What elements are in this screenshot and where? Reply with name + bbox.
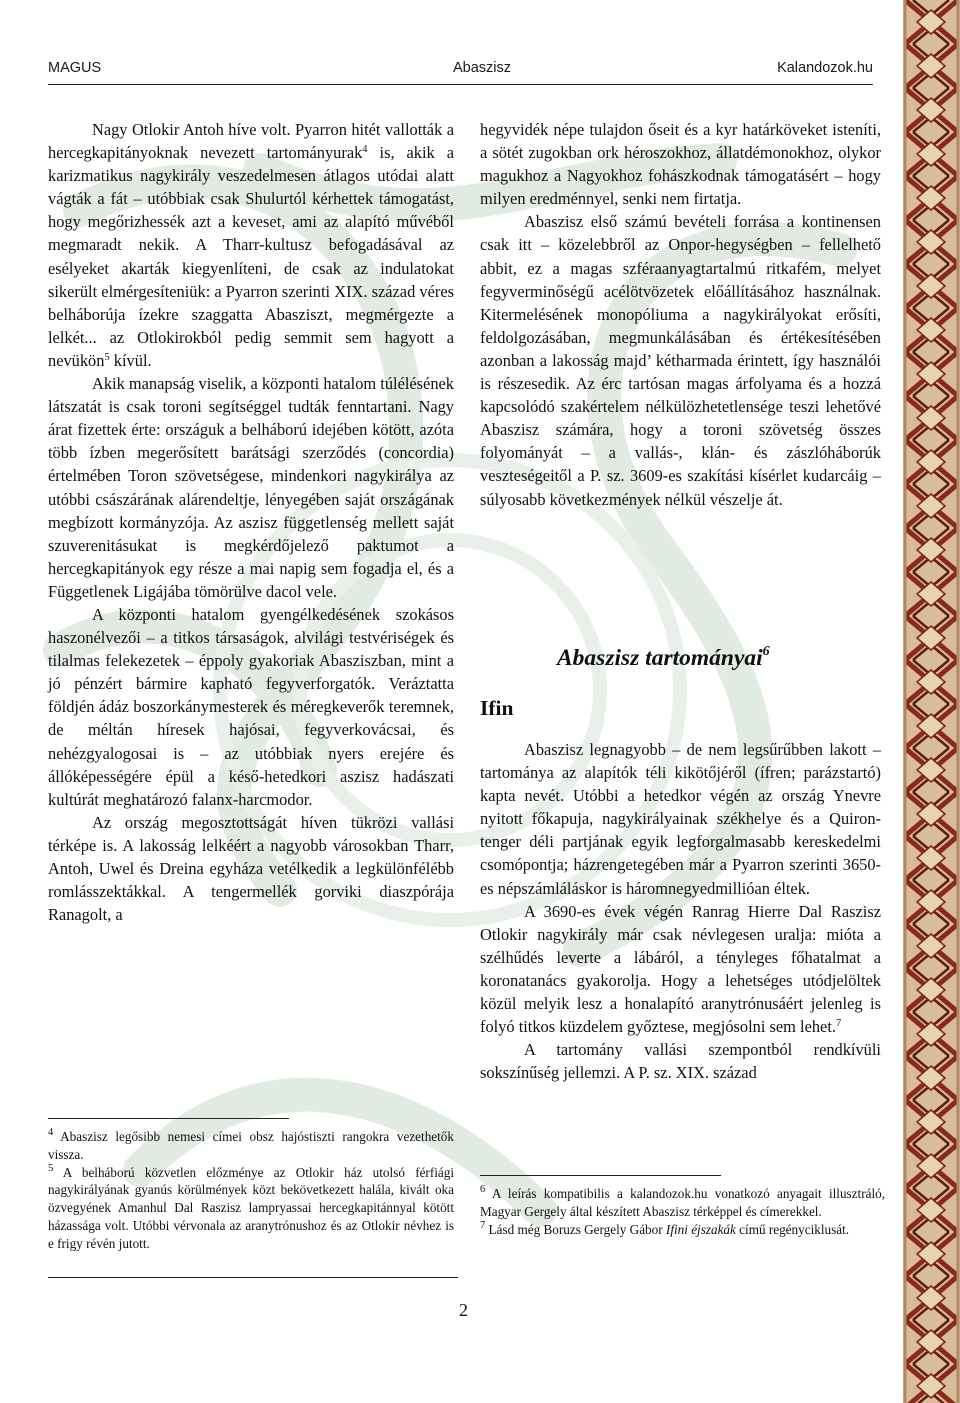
- footnote-ref[interactable]: 7: [835, 1018, 842, 1030]
- paragraph: Abaszisz legnagyobb – de nem legsűrűbben lakott – tartománya az alapítók téli kikötőjéről (ífren; parázstartó) kapta nevét. Utóbbi a hetedkor végén az ország Ynevre nyitott főkapuja, nagykirályainak székhelye és a Quiron-tenger déli partjának egyik legforgalmasabb kereskedelmi csomópontja; házrengetegében már a Pyarron szerinti 3650-es népszámláláskor is háromnegyedmillióan éltek.: [480, 740, 881, 898]
- bottom-divider: [48, 1277, 458, 1278]
- footnote: $^6$ A leírás kompatibilis a kalandozok.hu vonatkozó anyagait illusztráló, Magyar Gergely által készített Abaszisz térképpel és címerekkel.: [480, 1184, 885, 1219]
- header-right: Kalandozok.hu: [777, 60, 873, 76]
- sub-title: Ifin: [480, 696, 514, 720]
- paragraph: Abaszisz első számú bevételi forrása a kontinensen csak itt – közelebbről az Onpor-hegységben – fellelhető abbit, ez a magas szféraanyagtartalmú ritkafém, melyet fegyverminőségű acélötvözetek előállításához használnak. Kitermelésének monopóliuma a nagykirályokat erősíti, feldolgozásában, megmunkálásában és értékesítésében azonban a lakosság majd’ kétharmada érintett, így használói is részesedik. Az érc tartósan magas árfolyama és a hozzá kapcsolódó szakértelem nélkülözhetetlensége teszi lehetővé Abaszisz számára, hogy a toroni szövetség összes folyományát – a vallás-, klán- és zászlóháborúk veszteségeitől a P. sz. 3609-es szakítási kísérlet kudarcáig – súlyosabb következmények nélkül vészelje át.: [480, 212, 881, 509]
- header-divider: [48, 84, 873, 85]
- header-center: Abaszisz: [453, 60, 512, 76]
- footnote-ref[interactable]: 4: [362, 144, 368, 156]
- right-column-lower: [480, 738, 881, 1084]
- footnote-separator: [480, 1175, 721, 1176]
- section-title: Abaszisz tartományai$^6$: [557, 644, 770, 671]
- paragraph: hegyvidék népe tulajdon őseit és a kyr határköveket isteníti, a sötét zugokban ork héroszokhoz, állatdémonokhoz, olykor magukhoz a Nagyokhoz fohászkodnak támogatásért – hogy milyen eredménnyel, senki nem firtatja.: [480, 120, 881, 209]
- right-column: [480, 118, 881, 511]
- footnote: $^5$ A belháború közvetlen előzménye az Otlokir ház utolsó férfiági nagykirályának gyanús körülmények közt bekövetkezett halála, kivált oka özvegyének Amanhul Dal Raszisz lampryassai hercegkapitánnyal kötött házassága volt. Utóbbi vérvonala az aranytrónushoz és az Otlokir névhez is e frigy révén jutott.: [48, 1162, 454, 1251]
- footnotes-left: [48, 1118, 454, 1253]
- footnotes-right: [480, 1175, 885, 1238]
- footnote-ref[interactable]: 5: [104, 351, 110, 363]
- paragraph: A központi hatalom gyengélkedésének szokásos haszonélvezői – a titkos társaságok, alvilági testvériségek és tilalmas felekezetek – éppoly gyakoriak Abasziszban, mint a jó pénzért bármire kapható fegyverforgatók. Veráztatta földjén ádáz boszorkánymesterek és méregkeverők teremnek, de méltán híresek hajósai, fegyverkovácsai, és nehézgyalogosai is – az utóbbiak nyers erejére és állóképességére épül a késő-hetedkori aszisz hadászati kultúrát meghatározó falanx-harcmodor.: [48, 604, 454, 809]
- left-column: [48, 118, 454, 926]
- book-title: Ifini éjszakák: [665, 1221, 736, 1237]
- paragraph: A 3690-es évek végén Ranrag Hierre Dal Raszisz Otlokir nagykirály már csak névlegesen uralja: mióta a szélhűdés leverte a lábáról, a tényleges főhatalmat a koronatanács gyakorolja. Hogy a lehetséges utódjelöltek közül melyik lesz a honalapító aranytrónusáért jelenleg is folyó titkos küzdelem győztese, megjósolni sem lehet.$^7$: [480, 901, 881, 1037]
- paragraph: Az ország megosztottságát híven tükrözi vallási térképe is. A lakosság lelkéért a nagyobb városokban Tharr, Antoh, Uwel és Dreina egyháza vetélkedik a legkülönfélébb romlásszektákkal. A tengermellék gorviki diaszpórája Ranagolt, a: [48, 812, 454, 925]
- page-number: 2: [459, 1300, 468, 1320]
- header-left: MAGUS: [48, 60, 102, 76]
- footnote: $^7$ Lásd még Boruzs Gergely Gábor Ifini éjszakák című regényciklusát.: [480, 1219, 850, 1237]
- footnote: $^4$ Abaszisz legősibb nemesi címei obsz hajóstiszti rangokra vezethetők vissza.: [48, 1127, 454, 1162]
- page-header: [48, 58, 873, 82]
- footnote-separator: [48, 1118, 289, 1119]
- paragraph: Akik manapság viselik, a központi hatalom túlélésének látszatát is csak toroni segítséggel tudták fenntartani. Nagy árat fizettek érte: országuk a belháború idejében kötött, azóta több ízben megerősített barátsági szerződés (concordia) értelmében Toron szövetségese, mindenkori nagykirálya az utóbbi császárának alárendeltje, lényegében saját országának megbízott kormányzója. Az aszisz függetlenség mellett saját szuverenitásukat is megkérdőjelező paktumot a hercegkapitányok egy része a mai napig sem fogadja el, és a Függetlenek Ligájába tömörülve dacol vele.: [48, 374, 454, 601]
- decorative-knot-border: [903, 0, 960, 1403]
- footnote-ref[interactable]: 6: [762, 644, 770, 659]
- paragraph: Nagy Otlokir Antoh híve volt. Pyarron hitét vallották a hercegkapitányoknak nevezett tartományurak$^4$ is, akik a karizmatikus nagykirály veszedelmesen átlagos utódai alatt vágták a fát – utóbbiak csak Shulurtól kérhettek támogatást, hogy megőrizhessék azt a keveset, ami az alapító művéből megmaradt nekik. A Tharr-kultusz befogadásával az esélyeket akarták kiegyenlíteni, de csak az indulatokat sikerült elmérgesíteniük: a Pyarron szerinti XIX. század véres belháborúja ízekre szaggatta Abasziszt, megmérgezte a lelkét... az Otlokirokból pedig semmit sem hagyott a nevükön$^5$ kívül.: [48, 120, 454, 370]
- paragraph: A tartomány vallási szempontból rendkívüli sokszínűség jellemzi. A P. sz. XIX. század: [480, 1040, 881, 1083]
